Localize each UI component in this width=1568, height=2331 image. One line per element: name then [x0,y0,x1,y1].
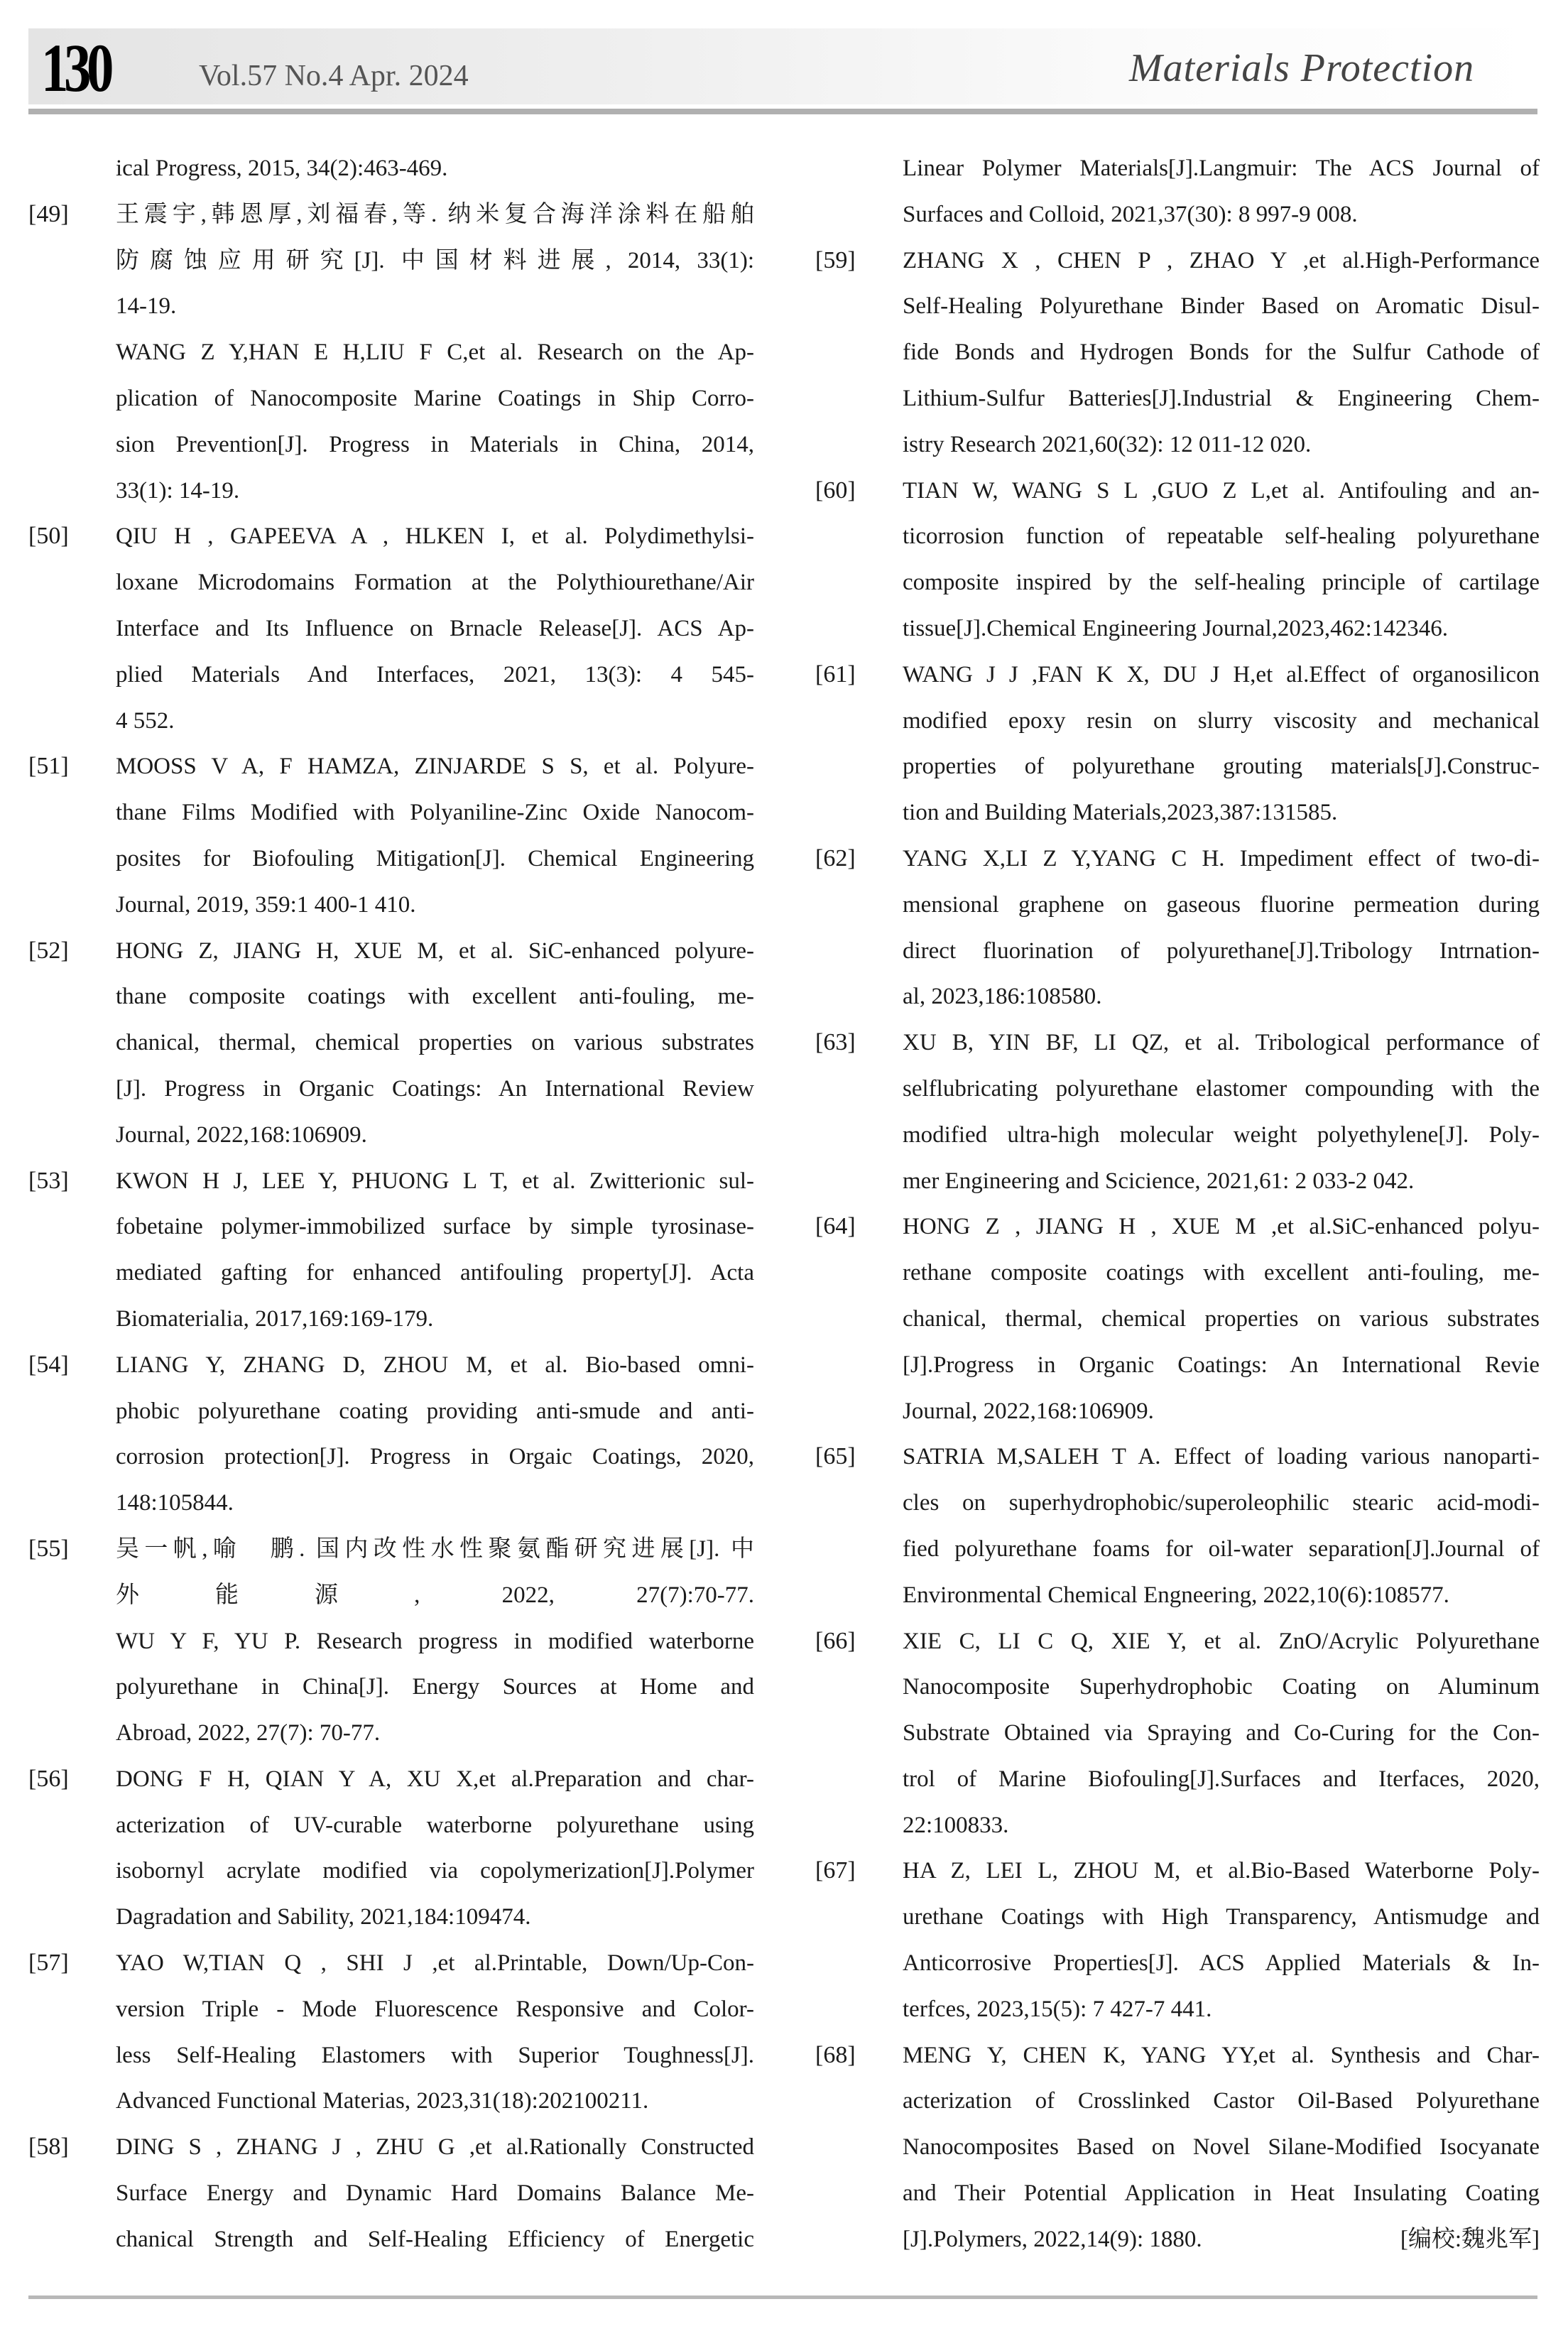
reference-line: [J]. Progress in Organic Coatings: An International Review [116,1075,754,1102]
reference-line: version Triple - Mode Fluorescence Responsive and Color- [116,1996,754,2022]
reference-entry [28,1158,754,1342]
footer-divider [28,2295,1537,2299]
reference-line: HA Z, LEI L, ZHOU M, et al.Bio-Based Waterborne Poly- [903,1858,1540,1884]
reference-line: Dagradation and Sability, 2021,184:109474. [116,1904,531,1930]
reference-number: [58] [28,2134,69,2161]
reference-line: composite inspired by the self-healing principle of cartilage [903,570,1540,596]
reference-number: [65] [815,1443,856,1470]
reference-line: urethane Coatings with High Transparency, Antismudge and [903,1904,1540,1930]
reference-line: DING S , ZHANG J , ZHU G ,et al.Rationally Constructed [116,2134,754,2161]
reference-line: thane Films Modified with Polyaniline-Zinc Oxide Nanocom- [116,800,754,826]
reference-number: [52] [28,937,69,964]
reference-line: corrosion protection[J]. Progress in Orgaic Coatings, 2020, [116,1444,754,1470]
reference-entry [28,744,754,928]
reference-line: 吴一帆,喻 鹏. 国内改性水性聚氨酯研究进展[J]. 中 [116,1536,754,1562]
reference-line: Surfaces and Colloid, 2021,37(30): 8 997-9 008. [903,201,1358,227]
reference-line: properties of polyurethane grouting materials[J].Construc- [903,754,1540,780]
reference-line: 防腐蚀应用研究[J]. 中国材料进展, 2014, 33(1): [116,247,754,273]
reference-number: [60] [815,477,856,504]
reference-line: Journal, 2022,168:106909. [903,1398,1154,1424]
reference-line: acterization of UV-curable waterborne polyurethane using [116,1812,754,1838]
reference-line: Advanced Functional Materias, 2023,31(18):202100211. [116,2088,649,2114]
reference-number: [61] [815,661,856,688]
reference-line: fobetaine polymer-immobilized surface by simple tyrosinase- [116,1214,754,1240]
reference-entry [28,2124,754,2262]
reference-line: tissue[J].Chemical Engineering Journal,2023,462:142346. [903,615,1449,641]
reference-line: 148:105844. [116,1490,234,1516]
reference-line: Abroad, 2022, 27(7): 70-77. [116,1720,381,1746]
reference-line: Journal, 2019, 359:1 400-1 410. [116,891,416,918]
reference-entry [815,1619,1540,1849]
reference-line: and Their Potential Application in Heat Insulating Coating [903,2180,1540,2207]
reference-number: [57] [28,1950,69,1977]
reference-entry [28,1940,754,2124]
reference-line: acterization of Crosslinked Castor Oil-Based Polyurethane [903,2088,1540,2114]
reference-number: [64] [815,1213,856,1240]
reference-line: WU Y F, YU P. Research progress in modified waterborne [116,1628,754,1654]
reference-entry [815,2033,1540,2263]
page-number: 130 [41,30,109,106]
reference-entry [815,836,1540,1020]
reference-line: SATRIA M,SALEH T A. Effect of loading various nanoparti- [903,1444,1540,1470]
reference-line: loxane Microdomains Formation at the Polythiourethane/Air [116,570,754,596]
reference-line: 33(1): 14-19. [116,477,240,504]
reference-line: QIU H , GAPEEVA A , HLKEN I, et al. Polydimethylsi- [116,523,754,550]
reference-line: 4 552. [116,707,175,734]
reference-line: terfces, 2023,15(5): 7 427-7 441. [903,1996,1212,2022]
reference-line: TIAN W, WANG S L ,GUO Z L,et al. Antifouling and an- [903,477,1540,504]
reference-entry [28,1342,754,1526]
reference-line: LIANG Y, ZHANG D, ZHOU M, et al. Bio-based omni- [116,1352,754,1378]
reference-line: mediated gafting for enhanced antifouling property[J]. Acta [116,1260,754,1286]
reference-line: al, 2023,186:108580. [903,984,1102,1010]
reference-number: [56] [28,1765,69,1792]
reference-number: [67] [815,1857,856,1884]
reference-line: XU B, YIN BF, LI QZ, et al. Tribological performance of [903,1030,1540,1056]
reference-line: posites for Biofouling Mitigation[J]. Chemical Engineering [116,845,754,871]
reference-line: less Self-Healing Elastomers with Superior Toughness[J]. [116,2042,754,2068]
reference-line: modified ultra-high molecular weight polyethylene[J]. Poly- [903,1121,1540,1148]
reference-line: rethane composite coatings with excellent anti-fouling, me- [903,1260,1540,1286]
reference-line: WANG Z Y,HAN E H,LIU F C,et al. Research on the Ap- [116,339,754,366]
reference-line: Self-Healing Polyurethane Binder Based on Aromatic Disul- [903,293,1540,320]
reference-number: [66] [815,1627,856,1654]
references-left-column [28,146,754,2263]
reference-line: trol of Marine Biofouling[J].Surfaces and Iterfaces, 2020, [903,1766,1540,1792]
reference-entry [815,1020,1540,1204]
reference-line: chanical Strength and Self-Healing Efficiency of Energetic [116,2226,754,2252]
reference-line: DONG F H, QIAN Y A, XU X,et al.Preparation and char- [116,1766,754,1792]
reference-entry [28,514,754,744]
reference-entry [28,1526,754,1756]
reference-line: Journal, 2022,168:106909. [116,1121,367,1148]
references-right-column [815,146,1540,2263]
issue-info: Vol.57 No.4 Apr. 2024 [199,60,469,92]
reference-line: tion and Building Materials,2023,387:131585. [903,800,1338,826]
reference-line: fied polyurethane foams for oil-water separation[J].Journal of [903,1536,1540,1562]
reference-line: Biomaterialia, 2017,169:169-179. [116,1305,434,1332]
reference-line: ical Progress, 2015, 34(2):463-469. [116,156,448,181]
reference-number: [59] [815,246,856,273]
reference-entry [815,146,1540,238]
reference-line: Environmental Chemical Engneering, 2022,10(6):108577. [903,1582,1449,1608]
reference-line: selflubricating polyurethane elastomer compounding with the [903,1075,1540,1102]
reference-line: plication of Nanocomposite Marine Coatings in Ship Corro- [116,385,754,411]
reference-line: 22:100833. [903,1812,1009,1838]
journal-title: Materials Protection [1129,46,1475,90]
reference-number: [49] [28,200,69,227]
reference-line: fide Bonds and Hydrogen Bonds for the Sulfur Cathode of [903,339,1540,366]
reference-number: [62] [815,844,856,871]
reference-line: Nanocomposites Based on Novel Silane-Modified Isocyanate [903,2134,1540,2161]
reference-line: direct fluorination of polyurethane[J].Tribology Intrnation- [903,938,1540,964]
reference-entry [815,652,1540,836]
reference-line: polyurethane in China[J]. Energy Sources at Home and [116,1674,754,1700]
reference-line: Surface Energy and Dynamic Hard Domains Balance Me- [116,2180,754,2207]
reference-line: Anticorrosive Properties[J]. ACS Applied Materials & In- [903,1950,1540,1977]
reference-line: Substrate Obtained via Spraying and Co-Curing for the Con- [903,1720,1540,1746]
reference-entry [28,1756,754,1940]
reference-line: Lithium-Sulfur Batteries[J].Industrial & Engineering Chem- [903,385,1540,411]
reference-line: YAO W,TIAN Q , SHI J ,et al.Printable, Down/Up-Con- [116,1950,754,1977]
reference-line: istry Research 2021,60(32): 12 011-12 020. [903,431,1312,457]
reference-line: mensional graphene on gaseous fluorine permeation during [903,891,1540,918]
header-divider [28,109,1537,114]
reference-number: [50] [28,523,69,550]
reference-entry [28,928,754,1158]
reference-entry [815,1434,1540,1618]
reference-number: [55] [28,1535,69,1562]
reference-line: MOOSS V A, F HAMZA, ZINJARDE S S, et al. Polyure- [116,754,754,780]
reference-line: [J].Polymers, 2022,14(9): 1880. [903,2226,1202,2252]
reference-entry [815,238,1540,468]
reference-number: [63] [815,1029,856,1056]
reference-line: YANG X,LI Z Y,YANG C H. Impediment effect of two-di- [903,845,1540,871]
reference-entry [815,468,1540,652]
reference-line: mer Engineering and Scicience, 2021,61: 2 033-2 042. [903,1168,1415,1194]
reference-line: isobornyl acrylate modified via copolymerization[J].Polymer [116,1858,754,1884]
reference-line: Nanocomposite Superhydrophobic Coating on Aluminum [903,1674,1540,1700]
reference-entry [28,146,754,192]
reference-number: [54] [28,1351,69,1378]
reference-line: Linear Polymer Materials[J].Langmuir: The ACS Journal of [903,156,1540,181]
reference-line: KWON H J, LEE Y, PHUONG L T, et al. Zwitterionic sul- [116,1168,754,1194]
reference-line: XIE C, LI C Q, XIE Y, et al. ZnO/Acrylic Polyurethane [903,1628,1540,1654]
reference-entry [28,192,754,514]
editor-note: [编校:魏兆军] [1400,2226,1540,2252]
reference-number: [51] [28,753,69,780]
reference-line: chanical, thermal, chemical properties on various substrates [116,1030,754,1056]
reference-line: Interface and Its Influence on Brnacle Release[J]. ACS Ap- [116,615,754,641]
reference-line: modified epoxy resin on slurry viscosity and mechanical [903,707,1540,734]
reference-line: cles on superhydrophobic/superoleophilic stearic acid-modi- [903,1490,1540,1516]
reference-line: WANG J J ,FAN K X, DU J H,et al.Effect of organosilicon [903,661,1540,688]
reference-line: 14-19. [116,293,177,320]
reference-line: HONG Z, JIANG H, XUE M, et al. SiC-enhanced polyure- [116,938,754,964]
reference-line: 外能源, 2022, 27(7):70-77. [116,1582,754,1608]
reference-line: phobic polyurethane coating providing anti-smude and anti- [116,1398,754,1424]
reference-line: ZHANG X , CHEN P , ZHAO Y ,et al.High-Performance [903,247,1540,273]
reference-entry [815,1204,1540,1434]
reference-line: plied Materials And Interfaces, 2021, 13(3): 4 545- [116,661,754,688]
reference-line: sion Prevention[J]. Progress in Materials in China, 2014, [116,431,754,457]
reference-line: ticorrosion function of repeatable self-healing polyurethane [903,523,1540,550]
reference-number: [53] [28,1167,69,1194]
reference-line: HONG Z , JIANG H , XUE M ,et al.SiC-enhanced polyu- [903,1214,1540,1240]
reference-line: MENG Y, CHEN K, YANG YY,et al. Synthesis and Char- [903,2042,1540,2068]
reference-line: chanical, thermal, chemical properties on various substrates [903,1305,1540,1332]
reference-entry [815,1848,1540,2032]
reference-line: [J].Progress in Organic Coatings: An International Revie [903,1352,1540,1378]
reference-number: [68] [815,2041,856,2068]
reference-line: thane composite coatings with excellent anti-fouling, me- [116,984,754,1010]
reference-line: 王震宇,韩恩厚,刘福春,等. 纳米复合海洋涂料在船舶 [116,201,754,227]
